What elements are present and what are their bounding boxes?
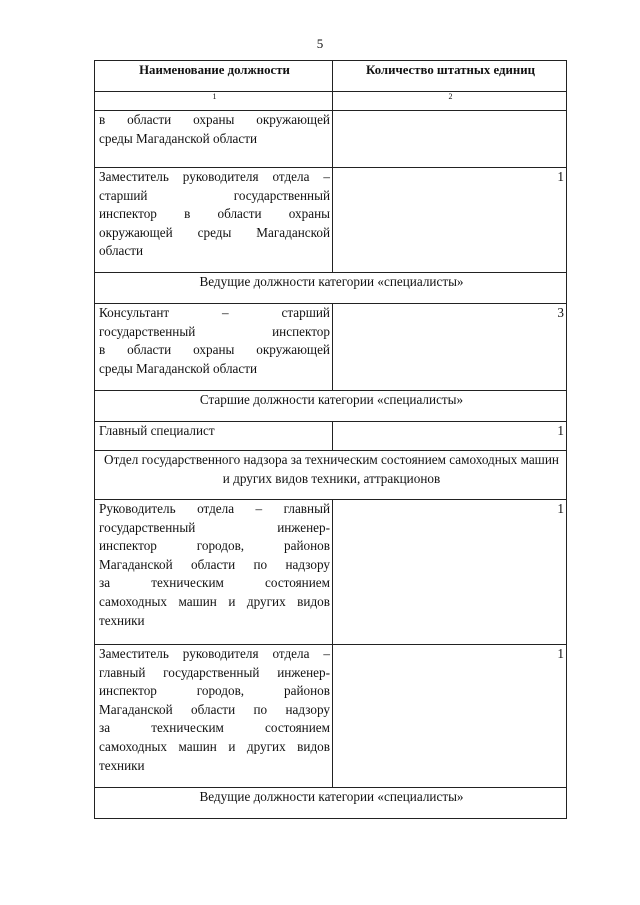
table-row (95, 111, 567, 168)
table-row (95, 168, 567, 273)
category-heading: Старшие должности категории «специалисты» (95, 391, 567, 422)
column-number-2: 2 (333, 92, 567, 111)
position-name-line: среды Магаданской области (99, 360, 258, 376)
staffing-table (94, 60, 567, 819)
position-name-line: старший государственный (99, 187, 330, 203)
category-row (95, 273, 567, 304)
position-name-line: государственный инспектор (99, 323, 330, 339)
table-row (95, 500, 567, 645)
position-name-line: Магаданской области по надзору (99, 556, 330, 572)
position-name-cell (95, 500, 333, 645)
category-heading: Ведущие должности категории «специалисты» (95, 273, 567, 304)
position-name-line: Заместитель руководителя отдела – (99, 169, 330, 184)
position-name-cell (95, 304, 333, 391)
position-name-line: среды Магаданской области (99, 130, 258, 146)
department-row (95, 451, 567, 500)
position-name-line: самоходных машин и других видов (99, 593, 330, 609)
staff-count-cell: 1 (333, 168, 567, 273)
department-heading: Отдел государственного надзора за техническим состоянием самоходных машин и других видов техники, аттракционов (95, 451, 567, 500)
category-row (95, 391, 567, 422)
page-number: 5 (316, 36, 324, 51)
staff-count-cell: 1 (333, 645, 567, 788)
position-name-line: за техническим состоянием (99, 720, 330, 736)
staff-count-cell: 3 (333, 304, 567, 391)
position-name-line: государственный инженер- (99, 519, 330, 535)
staff-count-cell: 1 (333, 500, 567, 645)
position-name-line: Главный специалист (99, 423, 215, 438)
position-name-line: Магаданской области по надзору (99, 701, 330, 717)
column-number-row (95, 92, 567, 111)
position-name-line: техники (99, 757, 145, 773)
header-staff-count: Количество штатных единиц (333, 61, 567, 92)
position-name-line: инспектор в области охраны (99, 206, 330, 222)
position-name-cell (95, 645, 333, 788)
position-name-line: Руководитель отдела – главный (99, 501, 330, 516)
position-name-line: инспектор городов, районов (99, 683, 330, 699)
table-row (95, 645, 567, 788)
position-name-line: главный государственный инженер- (99, 664, 330, 680)
position-name-line: в области охраны окружающей (99, 112, 330, 127)
table-row (95, 304, 567, 391)
position-name-cell (95, 111, 333, 168)
position-name-line: Заместитель руководителя отдела – (99, 646, 330, 661)
position-name-cell (95, 168, 333, 273)
position-name-line: окружающей среды Магаданской (99, 224, 330, 240)
category-heading: Ведущие должности категории «специалисты» (95, 788, 567, 819)
position-name-line: области (99, 243, 144, 259)
staff-count-cell (333, 111, 567, 168)
position-name-cell (95, 422, 333, 451)
staff-count-cell: 1 (333, 422, 567, 451)
category-row (95, 788, 567, 819)
position-name-line: техники (99, 612, 145, 628)
table-row (95, 422, 567, 451)
position-name-line: Консультант – старший (99, 305, 330, 320)
position-name-line: инспектор городов, районов (99, 538, 330, 554)
position-name-line: за техническим состоянием (99, 575, 330, 591)
table-header-row (95, 61, 567, 92)
column-number-1: 1 (95, 92, 333, 111)
position-name-line: в области охраны окружающей (99, 342, 330, 358)
position-name-line: самоходных машин и других видов (99, 738, 330, 754)
header-position-name: Наименование должности (95, 61, 333, 92)
